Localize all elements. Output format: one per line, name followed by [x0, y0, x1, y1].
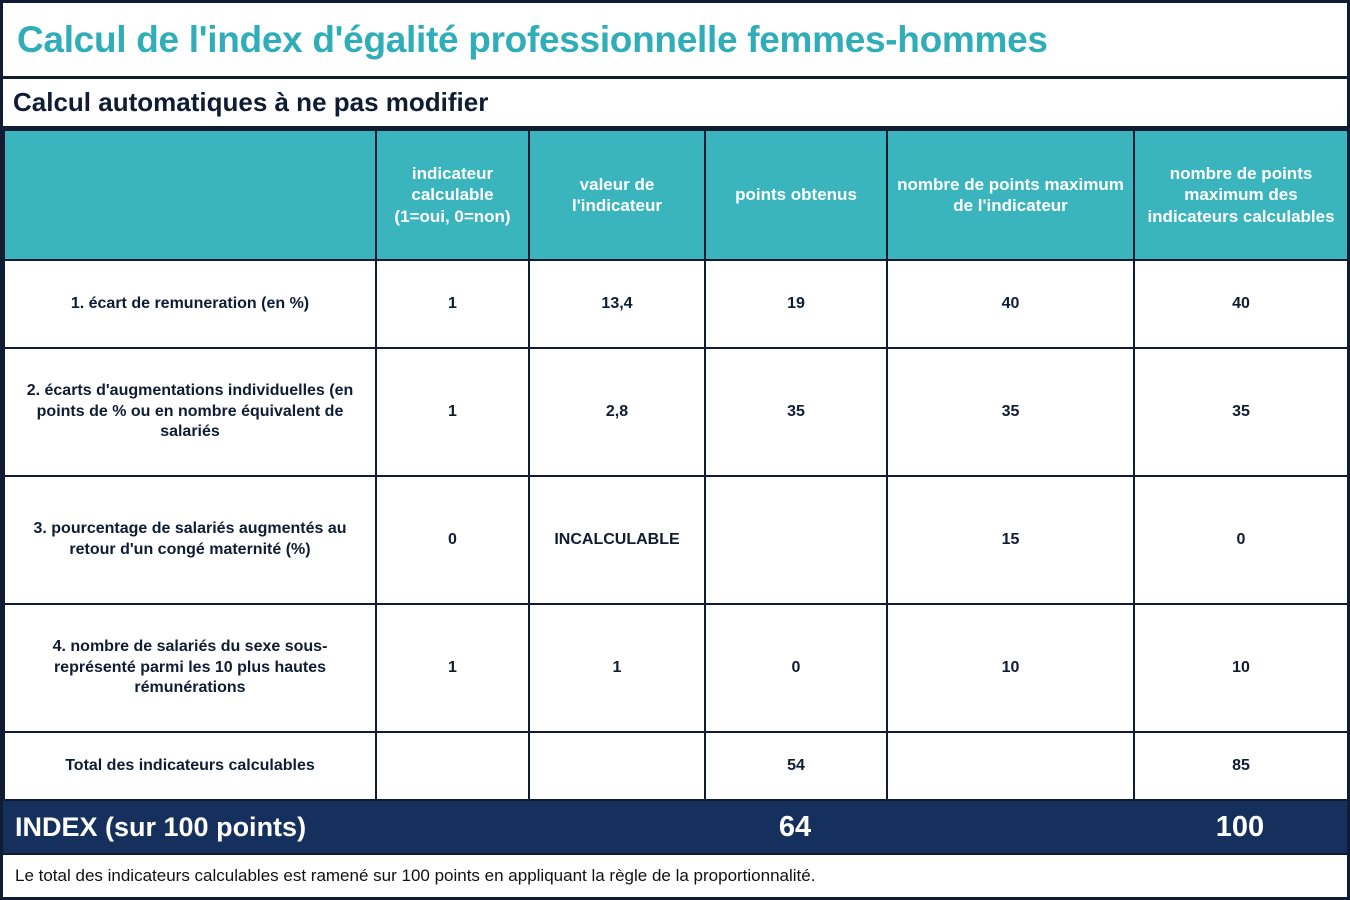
row-max-calculables: 10	[1134, 604, 1348, 732]
index-table	[3, 129, 1349, 801]
row-valeur: 1	[529, 604, 705, 732]
row-valeur: 2,8	[529, 348, 705, 476]
page-title: Calcul de l'index d'égalité professionnelle femmes-hommes	[17, 18, 1048, 60]
table-header-row	[4, 130, 1348, 260]
row-label: 4. nombre de salariés du sexe sous-représenté parmi les 10 plus hautes rémunérations	[4, 604, 376, 732]
column-header-calculable: indicateur calculable (1=oui, 0=non)	[376, 130, 529, 260]
row-max-indicateur: 35	[887, 348, 1134, 476]
row-calculable: 1	[376, 604, 529, 732]
row-points: 19	[705, 260, 887, 348]
table-row	[4, 348, 1348, 476]
table-row	[4, 604, 1348, 732]
footnote: Le total des indicateurs calculables est ramené sur 100 points en appliquant la règle de la proportionnalité.	[3, 853, 1347, 897]
total-max-calculables: 85	[1134, 732, 1348, 800]
column-header-valeur: valeur de l'indicateur	[529, 130, 705, 260]
column-header-max-indicateur: nombre de points maximum de l'indicateur	[887, 130, 1134, 260]
total-valeur	[529, 732, 705, 800]
row-valeur: 13,4	[529, 260, 705, 348]
row-points: 0	[705, 604, 887, 732]
index-label: INDEX (sur 100 points)	[15, 811, 307, 842]
table-row	[4, 260, 1348, 348]
total-calculable	[376, 732, 529, 800]
subtitle-bar	[3, 79, 1347, 129]
table-row	[4, 476, 1348, 604]
row-valeur: INCALCULABLE	[529, 476, 705, 604]
page-subtitle: Calcul automatiques à ne pas modifier	[13, 87, 489, 117]
row-label: 3. pourcentage de salariés augmentés au retour d'un congé maternité (%)	[4, 476, 376, 604]
total-points: 54	[705, 732, 887, 800]
index-max: 100	[1215, 810, 1265, 843]
row-max-calculables: 0	[1134, 476, 1348, 604]
row-max-indicateur: 10	[887, 604, 1134, 732]
column-header-points-obtenus: points obtenus	[705, 130, 887, 260]
row-calculable: 0	[376, 476, 529, 604]
table-total-row	[4, 732, 1348, 800]
title-bar	[3, 3, 1347, 79]
index-value: 64	[778, 810, 812, 843]
row-max-indicateur: 40	[887, 260, 1134, 348]
row-max-calculables: 40	[1134, 260, 1348, 348]
column-header-indicator	[4, 130, 376, 260]
column-header-max-calculables: nombre de points maximum des indicateurs calculables	[1134, 130, 1348, 260]
total-max-indicateur	[887, 732, 1134, 800]
index-summary-bar	[3, 801, 1347, 853]
row-calculable: 1	[376, 348, 529, 476]
row-label: 1. écart de remuneration (en %)	[4, 260, 376, 348]
row-points: 35	[705, 348, 887, 476]
row-calculable: 1	[376, 260, 529, 348]
row-points	[705, 476, 887, 604]
row-label: 2. écarts d'augmentations individuelles (en points de % ou en nombre équivalent de salariés	[4, 348, 376, 476]
total-label: Total des indicateurs calculables	[4, 732, 376, 800]
row-max-indicateur: 15	[887, 476, 1134, 604]
row-max-calculables: 35	[1134, 348, 1348, 476]
